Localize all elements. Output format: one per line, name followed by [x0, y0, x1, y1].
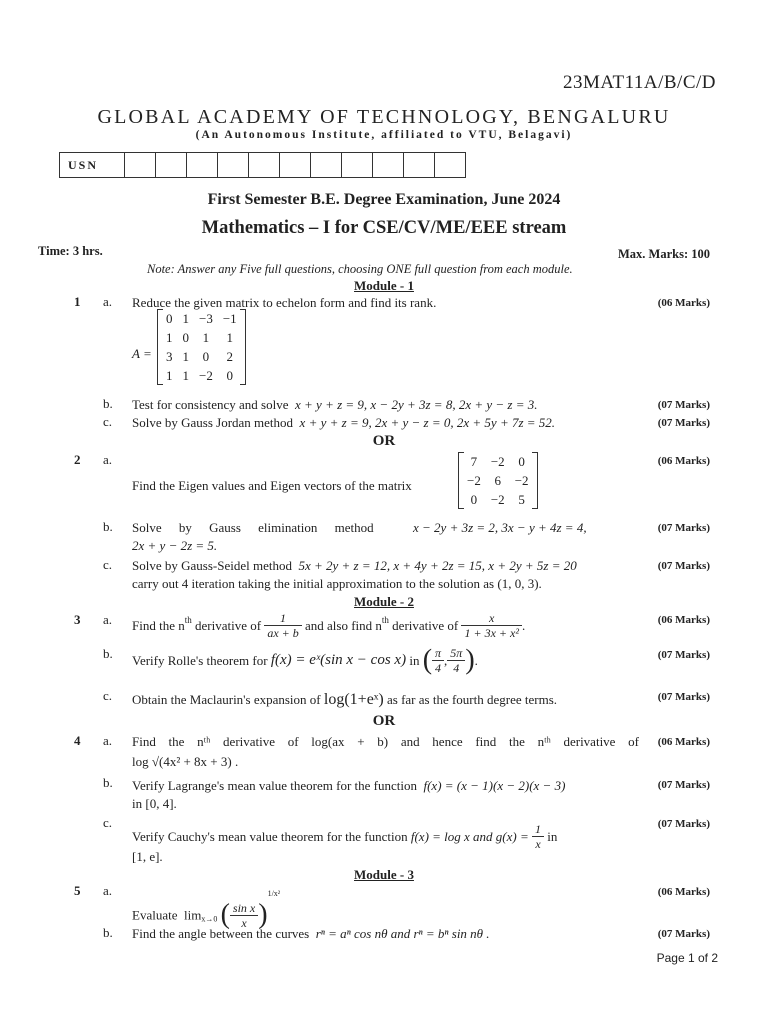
usn-cell: [404, 153, 435, 178]
matrix-cell: 1: [182, 367, 189, 383]
usn-cell: [373, 153, 404, 178]
fraction-left: [432, 646, 444, 675]
fraction-numerator: 5π: [447, 646, 465, 661]
question-text: Find the Eigen values and Eigen vectors of the matrix: [132, 478, 412, 493]
matrix-cell: −2: [490, 453, 505, 469]
or-divider: OR: [372, 433, 396, 449]
question-text-cont: log √(4x² + 8x + 3) .: [132, 754, 239, 769]
question-text-end: as far as the fourth degree terms.: [387, 692, 558, 707]
matrix-row: [161, 366, 242, 385]
exam-title: First Semester B.E. Degree Examination, June 2024: [207, 191, 561, 208]
fraction-numerator: 1: [264, 611, 301, 626]
marks: (07 Marks): [657, 522, 710, 534]
matrix-row: [462, 471, 534, 490]
matrix-cell: 1: [226, 329, 234, 345]
fraction-numerator: π: [432, 646, 444, 661]
question-text-main: Solve by Gauss-Seidel method: [132, 558, 292, 573]
marks: (06 Marks): [657, 455, 710, 467]
module-2-heading: Module - 2: [354, 594, 414, 609]
matrix-cell: 6: [494, 472, 502, 488]
matrix-cell: 0: [470, 491, 478, 507]
text-part: Verify Rolle's theorem for: [132, 653, 268, 668]
question-text: Reduce the given matrix to echelon form and find its rank.: [132, 295, 437, 310]
paren-open: (: [220, 899, 230, 931]
fraction-denominator: ax + b: [267, 626, 299, 640]
fraction-denominator: 1 + 3x + x²: [464, 626, 519, 640]
fraction-numerator: 1: [532, 822, 544, 837]
limit: lim: [183, 907, 202, 923]
limit-subscript: x→0: [201, 914, 218, 924]
usn-cell: [311, 153, 342, 178]
subject-title: Mathematics – I for CSE/CV/ME/EEE stream: [201, 218, 567, 238]
part-label: b.: [103, 925, 113, 940]
question-text: Solve by Gauss elimination method: [132, 520, 374, 535]
marks: (06 Marks): [657, 886, 710, 898]
time-allowed: Time: 3 hrs.: [38, 244, 103, 258]
matrix-cell: 0: [518, 453, 525, 469]
matrix-cell: 1: [166, 329, 173, 345]
matrix-cell: 1: [166, 367, 173, 383]
part-label: a.: [103, 733, 113, 748]
usn-cell: [249, 153, 280, 178]
text-part: in: [547, 829, 558, 844]
fraction-denominator: x: [241, 915, 247, 930]
question-number: 5: [74, 883, 81, 898]
matrix-cell: 5: [518, 491, 525, 507]
text-part: in: [409, 653, 420, 668]
marks: (07 Marks): [657, 691, 710, 703]
question-text: [132, 885, 280, 930]
bracket-left: [458, 452, 464, 509]
text-part: and also find n: [305, 618, 382, 633]
part-label: b.: [103, 646, 113, 661]
exponent: 1/x²: [267, 889, 281, 898]
function: log(1+eˣ): [323, 691, 384, 708]
equations: x + y + z = 9, 2x + y − z = 0, 2x + 5y + 7z = 52.: [299, 415, 556, 430]
affiliation: (An Autonomous Institute, affiliated to VTU, Belagavi): [195, 129, 573, 141]
fraction-1: [264, 611, 301, 640]
marks: (07 Marks): [657, 779, 710, 791]
question-number: 3: [74, 612, 81, 627]
matrix-row: [161, 347, 242, 366]
marks: (07 Marks): [657, 399, 710, 411]
paren-open: (: [422, 644, 433, 676]
college-name: GLOBAL ACADEMY OF TECHNOLOGY, BENGALURU: [97, 106, 671, 128]
part-label: a.: [103, 883, 113, 898]
question-text: [132, 777, 565, 794]
matrix-row: [161, 309, 242, 328]
marks: (06 Marks): [657, 736, 710, 748]
question-text-main: Verify Cauchy's mean value theorem for the function: [132, 829, 408, 844]
question-text: [132, 925, 490, 942]
question-number: 2: [74, 452, 81, 467]
matrix-row: [462, 452, 534, 471]
text-part: Evaluate: [132, 907, 178, 923]
matrix-row: [462, 490, 534, 509]
matrix-cell: 0: [182, 329, 189, 345]
usn-cell: [187, 153, 218, 178]
paren-close: ): [465, 644, 475, 676]
question-text-main: Find the angle between the curves: [132, 926, 310, 941]
marks: (07 Marks): [657, 649, 710, 661]
matrix-cell: 0: [202, 348, 210, 364]
text-part: Find the n: [132, 618, 185, 633]
bracket-right: [532, 452, 538, 509]
fraction-numerator: x: [461, 611, 521, 626]
module-3-heading: Module - 3: [354, 867, 414, 882]
superscript: th: [381, 615, 389, 626]
matrix-cell: −2: [467, 472, 481, 488]
matrix-cell: −1: [222, 310, 237, 326]
max-marks: Max. Marks: 100: [618, 247, 710, 261]
question-text-line2: carry out 4 iteration taking the initial approximation to the solution as: [132, 576, 495, 591]
usn-cell: [156, 153, 187, 178]
question-text: [132, 557, 577, 574]
function: f(x) = log x and g(x) =: [410, 829, 529, 844]
question-text: Verify Rolle's theorem for f(x) = eˣ(sin x − cos x) in ( $\frac{\pi}{4}$ , $\frac{5\pi}{4}$ ).: [132, 644, 478, 676]
fraction-denominator: 4: [453, 661, 460, 675]
fraction-numerator: sin x: [230, 901, 258, 916]
text-part: .: [521, 618, 526, 633]
matrix-a: [157, 309, 246, 390]
matrix-row: [161, 328, 242, 347]
question-text-cont: in [0, 4].: [132, 796, 177, 811]
function: f(x) = (x − 1)(x − 2)(x − 3): [423, 778, 566, 793]
part-label: b.: [103, 519, 113, 534]
usn-cell: [125, 153, 156, 178]
superscript: th: [184, 615, 192, 626]
matrix-cell: 7: [470, 453, 478, 469]
matrix-cell: −2: [199, 367, 213, 383]
fraction: [532, 822, 544, 851]
paren-close: ): [258, 899, 268, 931]
usn-cell: [218, 153, 249, 178]
matrix-cell: 0: [226, 367, 234, 383]
function: f(x) = eˣ(sin x − cos x): [270, 652, 407, 668]
instruction-note: Note: Answer any Five full questions, choosing ONE full question from each module.: [147, 262, 573, 276]
matrix-cell: −3: [199, 310, 213, 326]
question-text: Find the nᵗʰ derivative of log(ax + b) and hence find the nᵗʰ derivative of: [132, 734, 639, 749]
matrix-b: [458, 452, 538, 514]
equations: rⁿ = aⁿ cos nθ and rⁿ = bⁿ sin nθ .: [315, 926, 490, 941]
part-label: a.: [103, 452, 113, 467]
matrix-cell: 0: [166, 310, 173, 326]
fraction-right: [447, 646, 465, 675]
matrix-cell: 1: [182, 348, 189, 364]
usn-cell: [342, 153, 373, 178]
question-number: 1: [74, 294, 81, 309]
marks: (06 Marks): [657, 297, 710, 309]
text-part: derivative of: [388, 618, 459, 633]
question-text-cont: [132, 575, 542, 592]
marks: (07 Marks): [657, 560, 710, 572]
part-label: b.: [103, 775, 113, 790]
bracket-left: [157, 309, 163, 385]
course-code: 23MAT11A/B/C/D: [562, 72, 716, 93]
fraction-denominator: 4: [435, 661, 442, 675]
question-text: [132, 822, 557, 851]
question-text-main: Verify Lagrange's mean value theorem for the function: [132, 778, 417, 793]
equations: 5x + 2y + z = 12, x + 4y + 2z = 15, x + 2y + 5z = 20: [298, 558, 577, 573]
marks: (07 Marks): [657, 928, 710, 940]
part-label: a.: [103, 612, 113, 627]
matrix-cell: −2: [514, 472, 529, 488]
usn-label: USN: [60, 153, 125, 178]
equations-cont: 2x + y − 2z = 5.: [132, 538, 218, 553]
question-text: [132, 396, 538, 413]
matrix-cell: 1: [182, 310, 189, 326]
part-label: a.: [103, 294, 113, 309]
module-1-heading: Module - 1: [354, 278, 414, 293]
question-text-cont: [1, e].: [132, 849, 163, 864]
fraction-denominator: x: [535, 837, 541, 851]
part-label: c.: [103, 815, 113, 830]
question-text-main: Solve by Gauss Jordan method: [132, 415, 294, 430]
usn-cell: [280, 153, 311, 178]
marks: (06 Marks): [657, 614, 710, 626]
equations: x + y + z = 9, x − 2y + 3z = 8, 2x + y − z = 3.: [295, 397, 538, 412]
question-text: [132, 414, 555, 431]
equations: x − 2y + 3z = 2, 3x − y + 4z = 4,: [413, 520, 587, 535]
part-label: c.: [103, 688, 113, 703]
or-divider: OR: [372, 713, 396, 729]
marks: (07 Marks): [657, 417, 710, 429]
bracket-right: [240, 309, 246, 385]
question-text-main: Obtain the Maclaurin's expansion of: [132, 692, 321, 707]
part-label: c.: [103, 557, 113, 572]
matrix-cell: 3: [166, 348, 173, 364]
question-text: [132, 611, 525, 640]
marks: (07 Marks): [657, 818, 710, 830]
page-number: Page 1 of 2: [656, 951, 718, 965]
initial-approx: (1, 0, 3).: [497, 576, 542, 591]
part-label: c.: [103, 414, 113, 429]
matrix-cell: 2: [226, 348, 234, 364]
usn-cell: [435, 153, 466, 178]
question-text-main: Test for consistency and solve: [132, 397, 289, 412]
question-text: [132, 691, 557, 708]
text-part: derivative of: [191, 618, 262, 633]
fraction-2: [461, 611, 521, 640]
usn-box: [59, 152, 466, 178]
matrix-cell: 1: [202, 329, 210, 345]
matrix-name: A =: [132, 346, 152, 361]
question-number: 4: [74, 733, 81, 748]
matrix-cell: −2: [490, 491, 505, 507]
part-label: b.: [103, 396, 113, 411]
